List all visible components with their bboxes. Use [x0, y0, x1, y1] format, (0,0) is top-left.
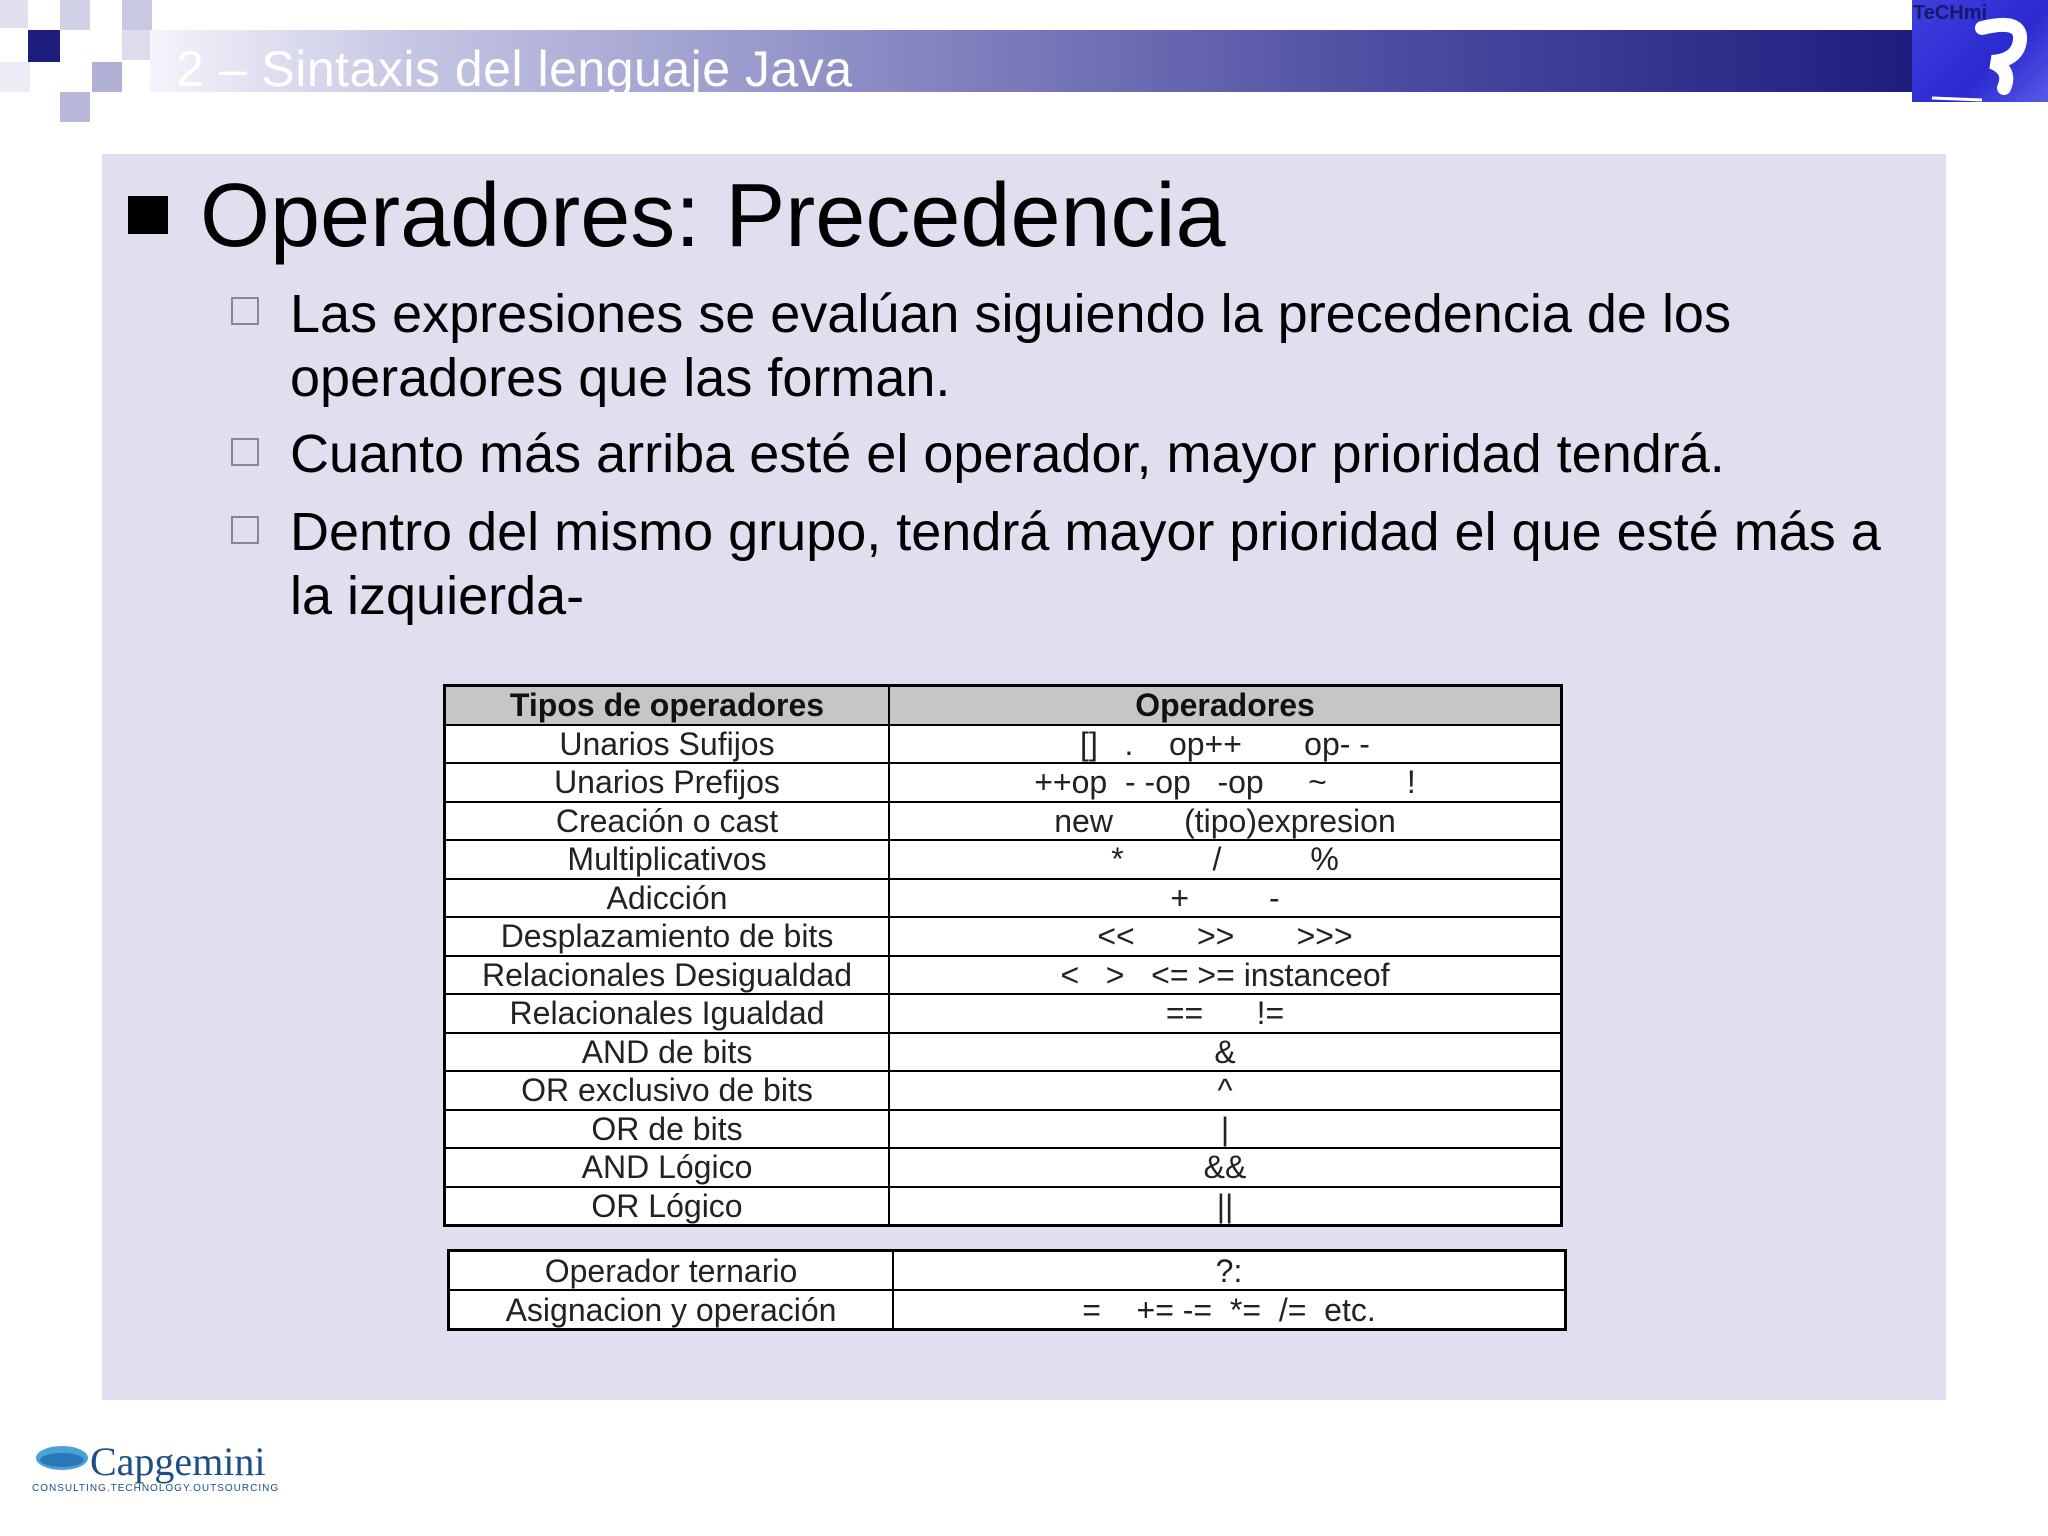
header-square	[60, 92, 90, 122]
operators-table	[443, 684, 1563, 1227]
bullet-checkbox-icon	[231, 297, 259, 325]
operator-symbols: &	[889, 1033, 1562, 1072]
header-square	[122, 30, 152, 60]
bullet-checkbox-icon	[231, 438, 259, 466]
operator-type: AND Lógico	[445, 1148, 890, 1187]
operator-type: Multiplicativos	[445, 840, 890, 879]
table-row	[445, 763, 1562, 802]
operator-symbols: == !=	[889, 994, 1562, 1033]
bullet-square-icon	[128, 196, 168, 234]
operator-type: Operador ternario	[449, 1251, 894, 1291]
bullet-checkbox-icon	[231, 516, 259, 544]
bullet-text: Dentro del mismo grupo, tendrá mayor prioridad el que esté más a la izquierda-	[290, 502, 1881, 626]
operator-type: Relacionales Desigualdad	[445, 956, 890, 995]
header-square	[92, 62, 122, 92]
table-row	[445, 1110, 1562, 1149]
bullet-text: Cuanto más arriba esté el operador, mayor prioridad tendrá.	[290, 424, 1725, 484]
operator-type: Adicción	[445, 879, 890, 918]
table-row	[445, 917, 1562, 956]
table-row	[449, 1251, 1566, 1291]
table-row	[445, 1148, 1562, 1187]
operator-symbols: new (tipo)expresion	[889, 802, 1562, 841]
operator-symbols: < > <= >= instanceof	[889, 956, 1562, 995]
header-square	[28, 30, 60, 62]
operator-type: OR Lógico	[445, 1187, 890, 1226]
slide-title: Operadores: Precedencia	[200, 166, 1226, 266]
operator-type: Asignacion y operación	[449, 1290, 894, 1330]
company-name: Capgemini	[90, 1439, 266, 1484]
operator-symbols: ?:	[893, 1251, 1566, 1291]
operator-symbols: [] . op++ op- -	[889, 725, 1562, 764]
operator-type: OR exclusivo de bits	[445, 1071, 890, 1110]
table-row	[445, 1071, 1562, 1110]
header-square	[0, 62, 30, 92]
table-row	[445, 802, 1562, 841]
table-row	[445, 725, 1562, 764]
table-row	[445, 994, 1562, 1033]
operator-type: Unarios Prefijos	[445, 763, 890, 802]
table-row	[445, 840, 1562, 879]
table-row	[449, 1290, 1566, 1330]
table-row	[445, 1187, 1562, 1226]
header-square	[60, 0, 90, 30]
operator-symbols: = += -= *= /= etc.	[893, 1290, 1566, 1330]
operator-symbols: ||	[889, 1187, 1562, 1226]
operator-type: Desplazamiento de bits	[445, 917, 890, 956]
operator-type: OR de bits	[445, 1110, 890, 1149]
operator-type: Unarios Sufijos	[445, 725, 890, 764]
table-row	[445, 1033, 1562, 1072]
table-header-row	[445, 686, 1562, 725]
operator-type: AND de bits	[445, 1033, 890, 1072]
operators-table-extra	[447, 1249, 1567, 1331]
operator-type: Relacionales Igualdad	[445, 994, 890, 1033]
operator-symbols: + -	[889, 879, 1562, 918]
operator-symbols: << >> >>>	[889, 917, 1562, 956]
bullet-text: Las expresiones se evalúan siguiendo la precedencia de los operadores que las forman.	[290, 284, 1731, 408]
operator-symbols: ^	[889, 1071, 1562, 1110]
operator-symbols: * / %	[889, 840, 1562, 879]
table-row	[445, 956, 1562, 995]
column-header: Operadores	[889, 686, 1562, 725]
logo-text: TeCHmi	[1913, 2, 1988, 24]
operator-symbols: |	[889, 1110, 1562, 1149]
operator-symbols: &&	[889, 1148, 1562, 1187]
operator-symbols: ++op - -op -op ~ !	[889, 763, 1562, 802]
company-tagline: CONSULTING.TECHNOLOGY.OUTSOURCING	[32, 1483, 280, 1494]
header-square	[0, 0, 28, 28]
header-square	[122, 0, 152, 30]
header-title: 2 – Sintaxis del lenguaje Java	[176, 41, 853, 97]
column-header: Tipos de operadores	[445, 686, 890, 725]
operator-type: Creación o cast	[445, 802, 890, 841]
table-row	[445, 879, 1562, 918]
